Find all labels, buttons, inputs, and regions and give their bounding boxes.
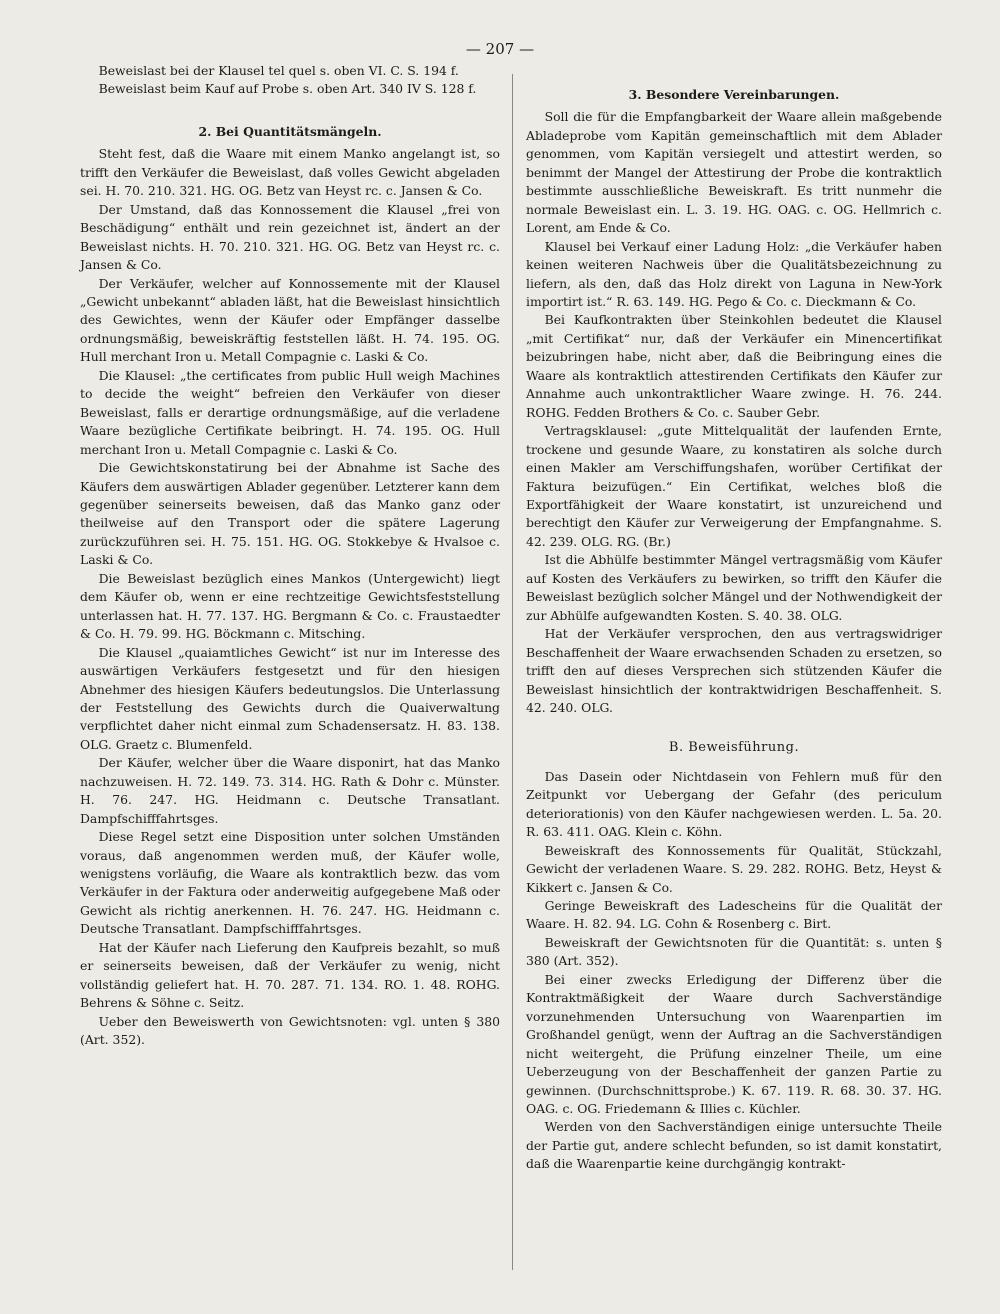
page-number: — 207 — xyxy=(465,40,535,58)
paragraph: Der Verkäufer, welcher auf Konnossemente mit der Klausel „Gewicht unbekannt“ abladen läßt, hat die Beweislast hinsichtlich des Gewichtes, wenn der Käufer oder Empfänger dasselbe ordnungsmäßig, beweiskräftig feststellen läßt. H. 74. 195. OG. Hull merchant Iron u. Metall Compagnie c. Laski & Co. xyxy=(80,275,500,365)
paragraph: Geringe Beweiskraft des Ladescheins für die Qualität der Waare. H. 82. 94. LG. Cohn & Rosenberg c. Birt. xyxy=(526,898,942,932)
column-divider xyxy=(512,74,513,1270)
paragraph: Beweiskraft der Gewichtsnoten für die Quantität: s. unten § 380 (Art. 352). xyxy=(526,934,942,969)
paragraph: Das Dasein oder Nichtdasein von Fehlern muß für den Zeitpunkt vor Uebergang der Gefahr (des periculum deteriorationis) von den Käufer nachgewiesen werden. L. 5a. 20. R. 63. 411. OAG. Klein c. Köhn. xyxy=(526,768,942,840)
paragraph: Bei einer zwecks Erledigung der Differenz über die Kontraktmäßigkeit der Waare durch Sachverständige vorzunehmenden Untersuchung von Waarenpartien im Großhandel genügt, wenn der Auftrag an die Sachverständigen nicht weitergeht, die Prüfung einzelner Theile, um eine Ueberzeugung von der Beschaffenheit der ganzen Partie zu gewinnen. (Durchschnittsprobe.) K. 67. 119. R. 68. 30. 37. HG. OAG. c. OG. Friedemann & Illies c. Küchler. xyxy=(526,971,942,1117)
paragraph: Ist die Abhülfe bestimmter Mängel vertragsmäßig vom Käufer auf Kosten des Verkäufers zu bewirken, so trifft den Käufer die Beweislast bezüglich solcher Mängel und der Nothwendigkeit der zur Abhülfe aufgewandten Kosten. S. 40. 38. OLG. xyxy=(526,552,942,623)
paragraph: Vertragsklausel: „gute Mittelqualität der laufenden Ernte, trockene und gesunde Waare, zu konstatiren als solche durch einen Makler am Verschiffungshafen, worüber Certifikat der Faktura beizufügen.“ Ein Certifikat, welches bloß die Exportfähigkeit der Waare konstatirt, ist unzureichend und berechtigt den Käufer zur Verweigerung der Empfangnahme. S. 42. 239. OLG. RG. (Br.) xyxy=(526,423,942,549)
section-heading: 2. Bei Quantitätsmängeln. xyxy=(198,123,382,139)
paragraph: Beweislast beim Kauf auf Probe s. oben Art. 340 IV S. 128 f. xyxy=(98,81,477,97)
paragraph: Steht fest, daß die Waare mit einem Manko angelangt ist, so trifft den Verkäufer die Beweislast, daß volles Gewicht abgeladen sei. H. 70. 210. 321. HG. OG. Betz van Heyst rc. c. Jansen & Co. xyxy=(80,146,500,199)
paragraph: Beweiskraft des Konnossements für Qualität, Stückzahl, Gewicht der verladenen Waare. S. 29. 282. ROHG. Betz, Heyst & Kikkert c. Jansen & Co. xyxy=(526,842,942,895)
paragraph: Die Klausel: „the certificates from public Hull weigh Machines to decide the weight“ befreien den Verkäufer von dieser Beweislast, falls er derartige ordnungsmäßige, auf die verladene Waare bezügliche Certifikate beibringt. H. 74. 195. OG. Hull merchant Iron u. Metall Compagnie c. Laski & Co. xyxy=(80,367,500,457)
paragraph: Die Beweislast bezüglich eines Mankos (Untergewicht) liegt dem Käufer ob, wenn er eine rechtzeitige Gewichtsfeststellung unterlassen hat. H. 77. 137. HG. Bergmann & Co. c. Fraustaedter & Co. H. 79. 99. HG. Böckmann c. Mitsching. xyxy=(80,570,500,642)
paragraph: Bei Kaufkontrakten über Steinkohlen bedeutet die Klausel „mit Certifikat“ nur, daß der Verkäufer ein Minencertifikat beizubringen habe, nicht aber, daß die Beibringung eines die Waare als kontraktlich attestirenden Certifikats den Käufer zur Annahme auch unkontraktlicher Waare zwinge. H. 76. 244. ROHG. Fedden Brothers & Co. c. Sauber Gebr. xyxy=(526,312,942,420)
left-column xyxy=(80,62,500,1050)
paragraph: Die Klausel „quaiamtliches Gewicht“ ist nur im Interesse des auswärtigen Verkäufers festgesetzt und für den hiesigen Abnehmer des hiesigen Käufers bedeutungslos. Die Unterlassung der Feststellung des Gewichts durch die Quaiverwaltung verpflichtet daher nicht einmal zum Schadensersatz. H. 83. 138. OLG. Graetz c. Blumenfeld. xyxy=(80,644,500,752)
paragraph: Die Gewichtskonstatirung bei der Abnahme ist Sache des Käufers dem auswärtigen Ablader gegenüber. Letzterer kann dem gegenüber seinerseits beweisen, daß das Manko ganz oder theilweise auf den Transport oder die spätere Lagerung zurückzuführen sei. H. 75. 151. HG. OG. Stokkebye & Hvalsoe c. Laski & Co. xyxy=(80,460,500,568)
section-heading: B. Beweisführung. xyxy=(668,740,800,756)
paragraph: Diese Regel setzt eine Disposition unter solchen Umständen voraus, daß angenommen werden muß, der Käufer wolle, wenigstens vorläufig, die Waare als kontraktlich bezw. das vom Verkäufer in der Faktura oder anderweitig aufgegebene Maß oder Gewicht als richtig anerkennen. H. 76. 247. HG. Heidmann c. Deutsche Transatlant. Dampfschifffahrtsges. xyxy=(80,829,500,937)
right-column xyxy=(526,62,942,1174)
paragraph: Hat der Käufer nach Lieferung den Kaufpreis bezahlt, so muß er seinerseits beweisen, daß der Verkäufer zu wenig, nicht vollständig geliefert hat. H. 70. 287. 71. 134. RO. 1. 48. ROHG. Behrens & Söhne c. Seitz. xyxy=(80,939,500,1011)
paragraph: Hat der Verkäufer versprochen, den aus vertragswidriger Beschaffenheit der Waare erwachsenden Schaden zu ersetzen, so trifft den auf dieses Versprechen sich stützenden Käufer die Beweislast hinsichtlich der kontraktwidrigen Beschaffenheit. S. 42. 240. OLG. xyxy=(526,626,942,715)
paragraph: Soll die für die Empfangbarkeit der Waare allein maßgebende Abladeprobe vom Kapitän gemeinschaftlich mit dem Ablader genommen, vom Kapitän versiegelt und attestirt werden, so benimmt der Mangel der Attestirung der Probe die kontraktlich bestimmte ausschließliche Beweiskraft. Es tritt nunmehr die normale Beweislast ein. L. 3. 19. HG. OAG. c. OG. Hellmrich c. Lorent, am Ende & Co. xyxy=(526,109,942,236)
section-heading: 3. Besondere Vereinbarungen. xyxy=(628,87,840,102)
paragraph: Werden von den Sachverständigen einige untersuchte Theile der Partie gut, andere schlecht befunden, so ist damit konstatirt, daß die Waarenpartie keine durchgängig kontrakt- xyxy=(526,1119,942,1172)
paragraph: Der Käufer, welcher über die Waare disponirt, hat das Manko nachzuweisen. H. 72. 149. 73. 314. HG. Rath & Dohr c. Münster. H. 76. 247. HG. Heidmann c. Deutsche Transatlant. Dampfschifffahrtsges. xyxy=(80,755,500,826)
paragraph: Der Umstand, daß das Konnossement die Klausel „frei von Beschädigung“ enthält und rein gezeichnet ist, ändert an der Beweislast nichts. H. 70. 210. 321. HG. OG. Betz van Heyst rc. c. Jansen & Co. xyxy=(80,201,500,273)
paragraph: Klausel bei Verkauf einer Ladung Holz: „die Verkäufer haben keinen weiteren Nachweis über die Qualitätsbezeichnung zu liefern, als den, daß das Holz direkt von Laguna in New-York importirt ist.“ R. 63. 149. HG. Pego & Co. c. Dieckmann & Co. xyxy=(526,238,942,309)
paragraph: Ueber den Beweiswerth von Gewichtsnoten: vgl. unten § 380 (Art. 352). xyxy=(80,1013,500,1048)
paragraph: Beweislast bei der Klausel tel quel s. oben VI. C. S. 194 f. xyxy=(98,63,459,78)
